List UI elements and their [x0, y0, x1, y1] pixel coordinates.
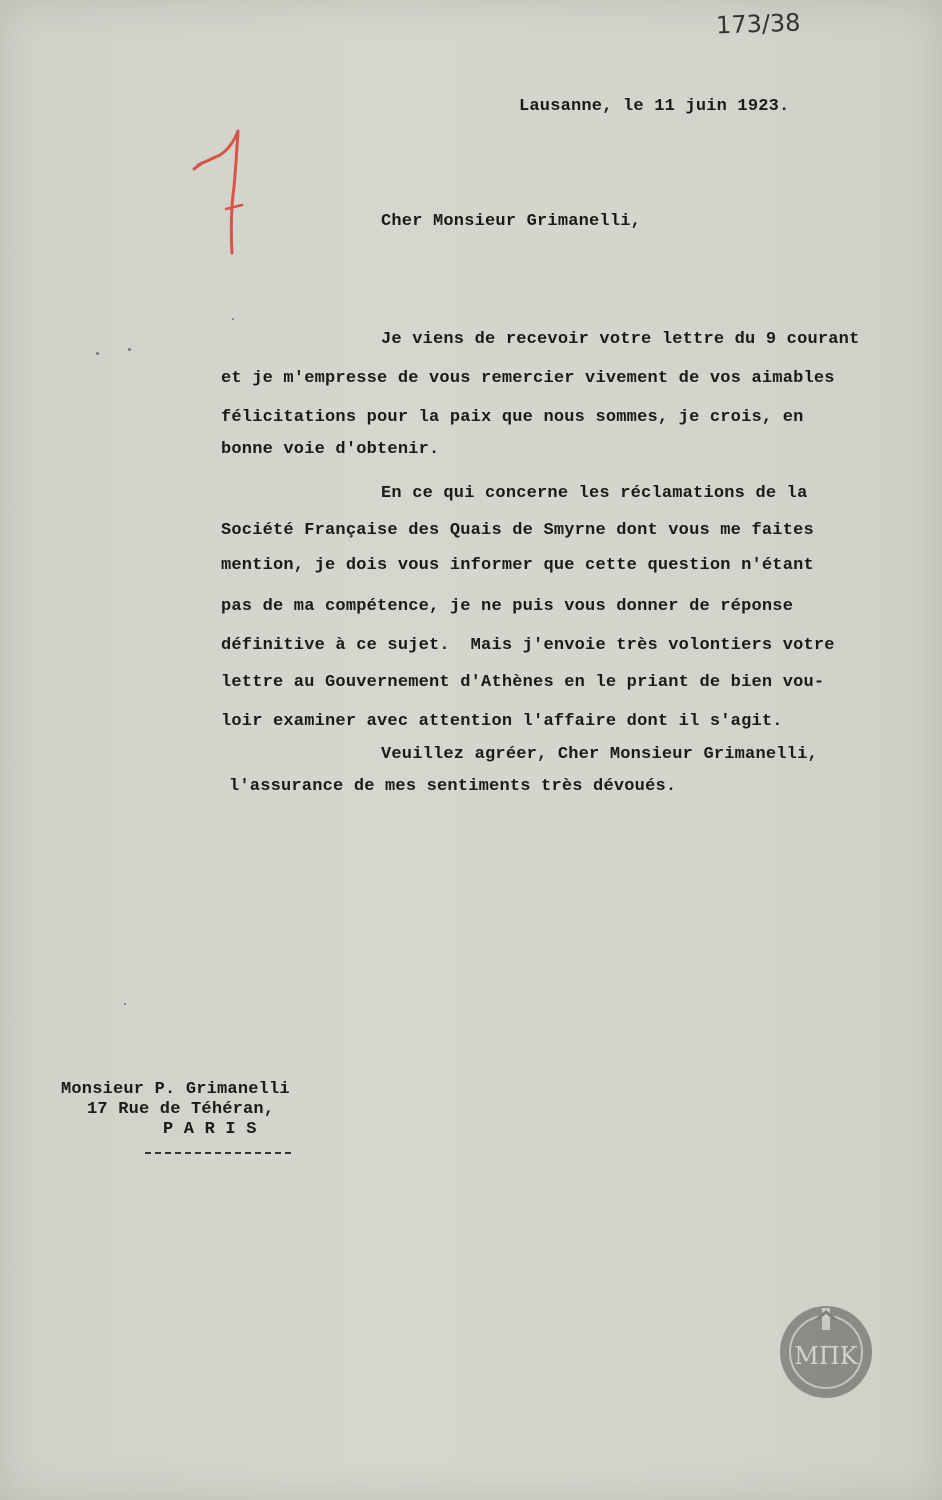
letter-date: Lausanne, le 11 juin 1923. — [519, 97, 790, 116]
closing-line: Veuillez agréer, Cher Monsieur Grimanelli, — [381, 745, 818, 764]
address-line: P A R I S — [163, 1120, 257, 1139]
address-line: 17 Rue de Téhéran, — [87, 1100, 275, 1119]
dashed-divider — [145, 1152, 291, 1154]
body-line: et je m'empresse de vous remercier vivement de vos aimables — [221, 369, 835, 388]
body-line: bonne voie d'obtenir. — [221, 440, 440, 459]
body-line: loir examiner avec attention l'affaire dont il s'agit. — [221, 712, 783, 731]
svg-text:ΜΠΚ: ΜΠΚ — [794, 1342, 858, 1370]
body-line: lettre au Gouvernement d'Athènes en le priant de bien vou- — [221, 673, 825, 692]
body-line: félicitations pour la paix que nous sommes, je crois, en — [221, 408, 804, 427]
letter-salutation: Cher Monsieur Grimanelli, — [381, 212, 642, 231]
closing-line: l'assurance de mes sentiments très dévoués. — [229, 777, 677, 796]
body-line: En ce qui concerne les réclamations de la — [381, 484, 808, 503]
body-line: définitive à ce sujet. Mais j'envoie très volontiers votre — [221, 636, 835, 655]
paper-speck — [128, 348, 131, 351]
archive-stamp — [776, 1302, 876, 1402]
body-line: Je viens de recevoir votre lettre du 9 courant — [381, 330, 860, 349]
paper-speck — [96, 352, 99, 355]
address-line: Monsieur P. Grimanelli — [61, 1080, 290, 1099]
archive-reference: 173/38 — [715, 8, 801, 40]
paper-speck — [124, 1003, 126, 1005]
body-line: Société Française des Quais de Smyrne dont vous me faites — [221, 521, 814, 540]
body-line: pas de ma compétence, je ne puis vous donner de réponse — [221, 597, 794, 616]
red-pencil-mark — [190, 125, 260, 265]
body-line: mention, je dois vous informer que cette question n'étant — [221, 556, 814, 575]
paper-speck — [232, 318, 234, 320]
